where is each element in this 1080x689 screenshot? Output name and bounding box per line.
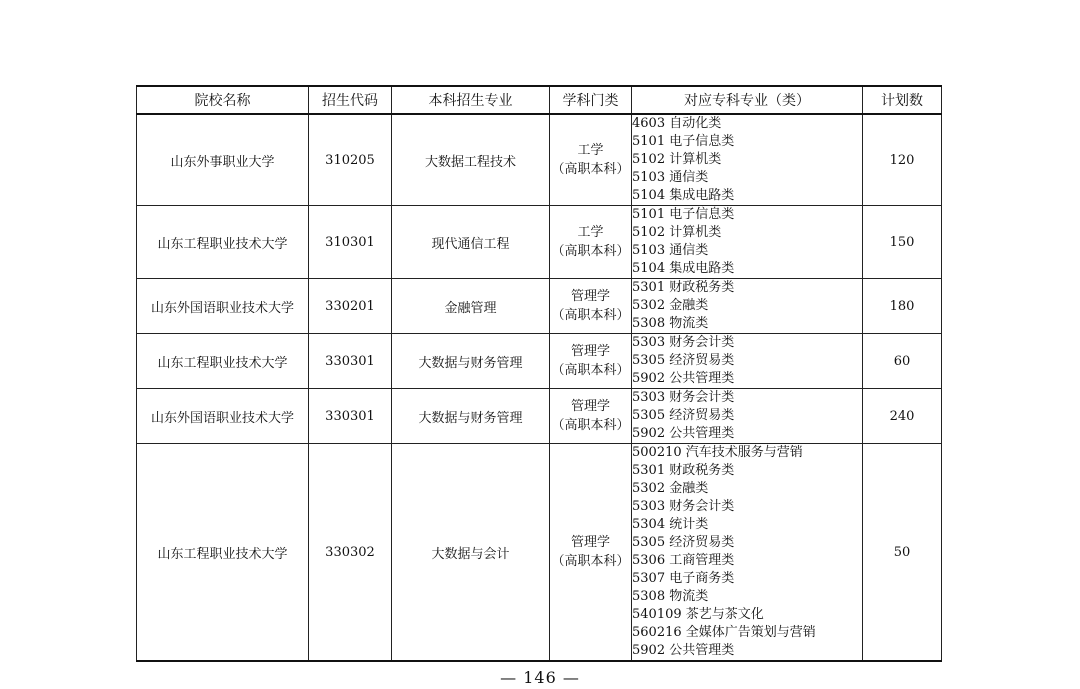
corresponding-major: 5102 计算机类 [632, 225, 722, 240]
enroll-code-cell: 310205 [309, 114, 392, 206]
plan-count-cell: 50 [863, 444, 942, 662]
corresponding-major: 5902 公共管理类 [632, 426, 735, 441]
corresponding-major: 5902 公共管理类 [632, 643, 735, 658]
enroll-code-cell: 330301 [309, 334, 392, 389]
discipline-cell [550, 206, 632, 279]
discipline-level: （高职本科） [551, 554, 630, 569]
corresponding-major: 5902 公共管理类 [632, 371, 735, 386]
corresponding-major: 5306 工商管理类 [632, 553, 735, 568]
header-discipline: 学科门类 [550, 86, 632, 114]
major-cell: 大数据与财务管理 [392, 389, 550, 444]
discipline-cell [550, 334, 632, 389]
enroll-code-cell: 330201 [309, 279, 392, 334]
corresponding-major: 5101 电子信息类 [632, 207, 735, 222]
corresponding-major: 5102 计算机类 [632, 152, 722, 167]
enroll-code-cell: 330301 [309, 389, 392, 444]
plan-count-cell: 150 [863, 206, 942, 279]
corresponding-major: 5103 通信类 [632, 243, 709, 258]
corresponding-majors-cell [632, 114, 863, 206]
school-name-cell: 山东外国语职业技术大学 [137, 279, 309, 334]
discipline-level: （高职本科） [551, 418, 630, 433]
corresponding-major: 5303 财务会计类 [632, 390, 735, 405]
discipline-name: 管理学 [570, 289, 610, 304]
corresponding-major: 5301 财政税务类 [632, 280, 735, 295]
discipline-name: 管理学 [570, 344, 610, 359]
school-name-cell: 山东工程职业技术大学 [137, 206, 309, 279]
major-cell: 现代通信工程 [392, 206, 550, 279]
table-row [137, 279, 942, 334]
table-header-row [137, 86, 942, 114]
discipline-cell [550, 279, 632, 334]
table-row [137, 206, 942, 279]
discipline-name: 管理学 [570, 399, 610, 414]
corresponding-majors-cell [632, 334, 863, 389]
header-undergrad-major: 本科招生专业 [392, 86, 550, 114]
major-cell: 大数据与会计 [392, 444, 550, 662]
discipline-cell [550, 114, 632, 206]
school-name-cell: 山东外事职业大学 [137, 114, 309, 206]
corresponding-majors-cell [632, 279, 863, 334]
discipline-level: （高职本科） [551, 363, 630, 378]
discipline-level: （高职本科） [551, 308, 630, 323]
enroll-code-cell: 330302 [309, 444, 392, 662]
plan-count-cell: 60 [863, 334, 942, 389]
discipline-name: 管理学 [570, 535, 610, 550]
plan-count-cell: 120 [863, 114, 942, 206]
corresponding-major: 5305 经济贸易类 [632, 535, 735, 550]
corresponding-major: 5304 统计类 [632, 517, 709, 532]
major-cell: 大数据工程技术 [392, 114, 550, 206]
header-enroll-code: 招生代码 [309, 86, 392, 114]
corresponding-major: 5303 财务会计类 [632, 499, 735, 514]
corresponding-major: 5101 电子信息类 [632, 134, 735, 149]
header-school-name: 院校名称 [137, 86, 309, 114]
corresponding-major: 560216 全媒体广告策划与营销 [632, 625, 816, 640]
discipline-name: 工学 [577, 143, 604, 158]
corresponding-major: 5302 金融类 [632, 481, 709, 496]
header-plan-count: 计划数 [863, 86, 942, 114]
major-cell: 金融管理 [392, 279, 550, 334]
discipline-cell [550, 444, 632, 662]
discipline-name: 工学 [577, 225, 604, 240]
corresponding-major: 5303 财务会计类 [632, 335, 735, 350]
discipline-cell [550, 389, 632, 444]
corresponding-major: 4603 自动化类 [632, 116, 722, 131]
plan-count-cell: 240 [863, 389, 942, 444]
school-name-cell: 山东工程职业技术大学 [137, 334, 309, 389]
corresponding-major: 5104 集成电路类 [632, 261, 735, 276]
discipline-level: （高职本科） [551, 162, 630, 177]
table-row [137, 389, 942, 444]
corresponding-major: 5308 物流类 [632, 316, 709, 331]
school-name-cell: 山东工程职业技术大学 [137, 444, 309, 662]
major-cell: 大数据与财务管理 [392, 334, 550, 389]
corresponding-major: 5301 财政税务类 [632, 463, 735, 478]
enroll-code-cell: 310301 [309, 206, 392, 279]
page-number: — 146 — [500, 668, 580, 687]
corresponding-major: 5104 集成电路类 [632, 188, 735, 203]
corresponding-majors-cell [632, 444, 863, 662]
header-corresponding-majors: 对应专科专业（类） [632, 86, 863, 114]
corresponding-majors-cell [632, 389, 863, 444]
corresponding-major: 5103 通信类 [632, 170, 709, 185]
table-row [137, 114, 942, 206]
plan-count-cell: 180 [863, 279, 942, 334]
enrollment-plan-table [136, 85, 942, 662]
corresponding-major: 5302 金融类 [632, 298, 709, 313]
corresponding-major: 500210 汽车技术服务与营销 [632, 445, 803, 460]
corresponding-majors-cell [632, 206, 863, 279]
table-row [137, 444, 942, 662]
discipline-level: （高职本科） [551, 244, 630, 259]
corresponding-major: 5305 经济贸易类 [632, 353, 735, 368]
corresponding-major: 5308 物流类 [632, 589, 709, 604]
school-name-cell: 山东外国语职业技术大学 [137, 389, 309, 444]
corresponding-major: 5307 电子商务类 [632, 571, 735, 586]
table-row [137, 334, 942, 389]
corresponding-major: 5305 经济贸易类 [632, 408, 735, 423]
corresponding-major: 540109 茶艺与茶文化 [632, 607, 764, 622]
